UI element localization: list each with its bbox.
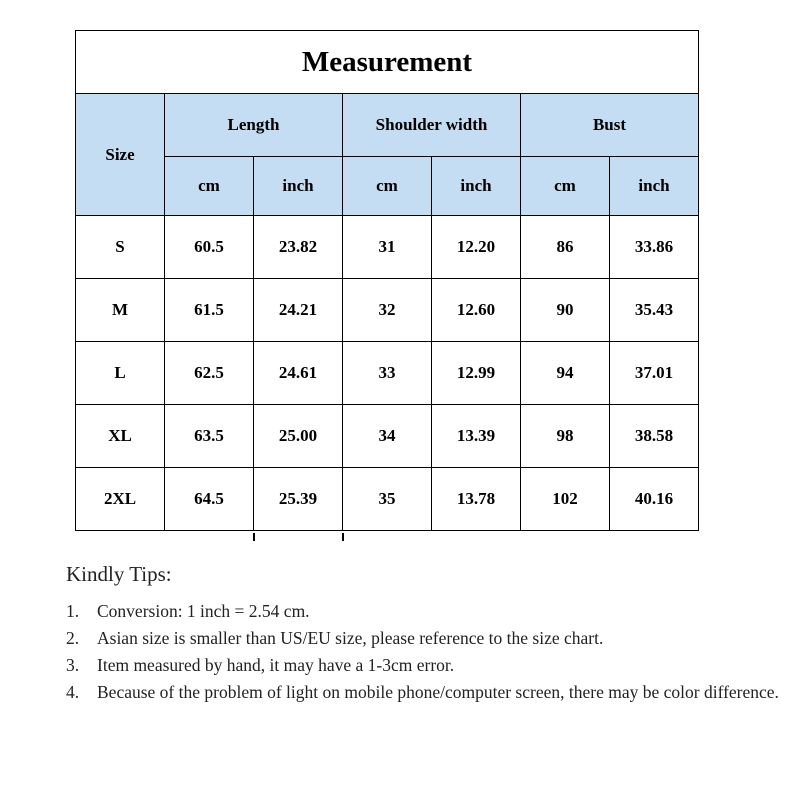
length-cm-cell: 63.5 [165,405,254,468]
measurement-table [75,30,699,531]
length-group-header: Length [165,94,343,157]
length-cm-cell: 64.5 [165,468,254,531]
tip-text: Conversion: 1 inch = 2.54 cm. [97,601,310,621]
bust-cm-cell: 98 [521,405,610,468]
table-title: Measurement [76,31,699,94]
table-divider-tick [253,533,255,541]
table-row [76,468,699,531]
unit-header: inch [432,157,521,216]
size-cell: 2XL [76,468,165,531]
tip-item [66,679,800,706]
size-cell: XL [76,405,165,468]
size-cell: L [76,342,165,405]
table-row [76,216,699,279]
tip-number: 1. [66,601,80,621]
bust-inch-cell: 33.86 [610,216,699,279]
shoulder-width-group-header: Shoulder width [343,94,521,157]
size-cell: S [76,216,165,279]
bust-inch-cell: 37.01 [610,342,699,405]
unit-header: cm [165,157,254,216]
bust-group-header: Bust [521,94,699,157]
tips-list [66,598,800,706]
length-cm-cell: 62.5 [165,342,254,405]
unit-header: cm [521,157,610,216]
length-inch-cell: 24.21 [254,279,343,342]
tip-text: Item measured by hand, it may have a 1-3cm error. [97,655,455,675]
table-row [76,279,699,342]
table-row [76,405,699,468]
tip-number: 3. [66,655,80,675]
unit-header: inch [254,157,343,216]
tip-item [66,625,800,652]
unit-header: inch [610,157,699,216]
shoulder-inch-cell: 12.60 [432,279,521,342]
length-inch-cell: 25.39 [254,468,343,531]
shoulder-cm-cell: 34 [343,405,432,468]
shoulder-cm-cell: 33 [343,342,432,405]
tip-text: Because of the problem of light on mobile phone/computer screen, there may be color difference. [97,682,779,702]
shoulder-inch-cell: 13.39 [432,405,521,468]
length-inch-cell: 23.82 [254,216,343,279]
bust-inch-cell: 38.58 [610,405,699,468]
bust-cm-cell: 90 [521,279,610,342]
length-inch-cell: 25.00 [254,405,343,468]
bust-cm-cell: 86 [521,216,610,279]
tip-number: 4. [66,682,80,702]
bust-cm-cell: 102 [521,468,610,531]
bust-inch-cell: 40.16 [610,468,699,531]
kindly-tips-section [66,560,800,706]
tip-number: 2. [66,628,80,648]
tips-title: Kindly Tips: [66,562,172,586]
tip-item [66,598,800,625]
length-inch-cell: 24.61 [254,342,343,405]
shoulder-inch-cell: 12.99 [432,342,521,405]
shoulder-cm-cell: 31 [343,216,432,279]
length-cm-cell: 60.5 [165,216,254,279]
unit-header: cm [343,157,432,216]
size-cell: M [76,279,165,342]
table-divider-tick [342,533,344,541]
tip-text: Asian size is smaller than US/EU size, please reference to the size chart. [97,628,604,648]
shoulder-inch-cell: 12.20 [432,216,521,279]
table-row [76,342,699,405]
shoulder-cm-cell: 32 [343,279,432,342]
bust-cm-cell: 94 [521,342,610,405]
bust-inch-cell: 35.43 [610,279,699,342]
size-column-header: Size [76,94,165,216]
shoulder-inch-cell: 13.78 [432,468,521,531]
length-cm-cell: 61.5 [165,279,254,342]
shoulder-cm-cell: 35 [343,468,432,531]
tip-item [66,652,800,679]
